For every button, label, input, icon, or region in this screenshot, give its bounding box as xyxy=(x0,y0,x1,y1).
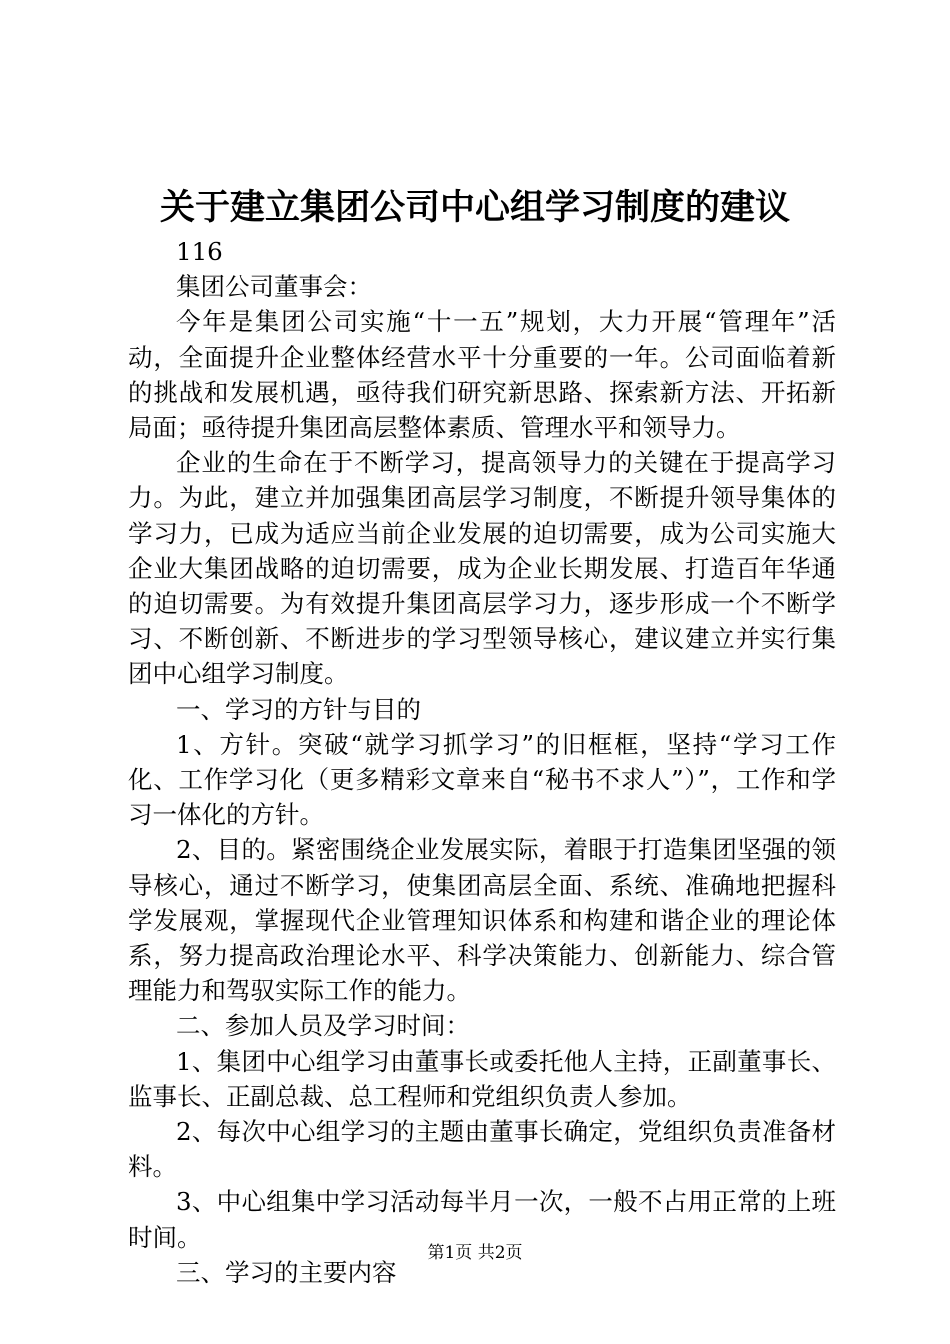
document-title: 关于建立集团公司中心组学习制度的建议 xyxy=(159,188,790,228)
paragraph: 2、目的。紧密围绕企业发展实际，着眼于打造集团坚强的领导核心，通过不断学习，使集团高层全面、系统、准确地把握科学发展观，掌握现代企业管理知识体系和构建和谐企业的理论体系，努力提高政治理论水平、科学决策能力、创新能力、综合管理能力和驾驭实际工作的能力。 xyxy=(128,835,836,1006)
salutation: 集团公司董事会： xyxy=(176,272,372,302)
paragraph: 企业的生命在于不断学习，提高领导力的关键在于提高学习力。为此，建立并加强集团高层学习制度，不断提升领导集体的学习力，已成为适应当前企业发展的迫切需要，成为公司实施大企业大集团战略的迫切需要，成为企业长期发展、打造百年华通的迫切需要。为有效提升集团高层学习力，逐步形成一个不断学习、不断创新、不断进步的学习型领导核心，建议建立并实行集团中心组学习制度。 xyxy=(128,448,836,689)
paragraph: 3、中心组集中学习活动每半月一次，一般不占用正常的上班时间。 xyxy=(128,1187,836,1252)
doc-number: 116 xyxy=(176,237,223,266)
section-heading: 一、学习的方针与目的 xyxy=(176,694,421,724)
paragraph: 2、每次中心组学习的主题由董事长确定，党组织负责准备材料。 xyxy=(128,1117,836,1182)
paragraph: 1、方针。突破“就学习抓学习”的旧框框，坚持“学习工作化、工作学习化（更多精彩文章来自“秘书不求人”）”，工作和学习一体化的方针。 xyxy=(128,729,836,830)
page-number-footer: 第1页 共2页 xyxy=(427,1243,523,1263)
paragraph: 1、集团中心组学习由董事长或委托他人主持，正副董事长、监事长、正副总裁、总工程师和党组织负责人参加。 xyxy=(128,1046,836,1111)
document-body xyxy=(128,234,836,1290)
paragraph: 今年是集团公司实施“十一五”规划，大力开展“管理年”活动，全面提升企业整体经营水平十分重要的一年。公司面临着新的挑战和发展机遇，亟待我们研究新思路、探索新方法、开拓新局面；亟待提升集团高层整体素质、管理水平和领导力。 xyxy=(128,307,836,443)
section-heading: 三、学习的主要内容 xyxy=(176,1257,397,1287)
section-heading: 二、参加人员及学习时间： xyxy=(176,1011,470,1041)
